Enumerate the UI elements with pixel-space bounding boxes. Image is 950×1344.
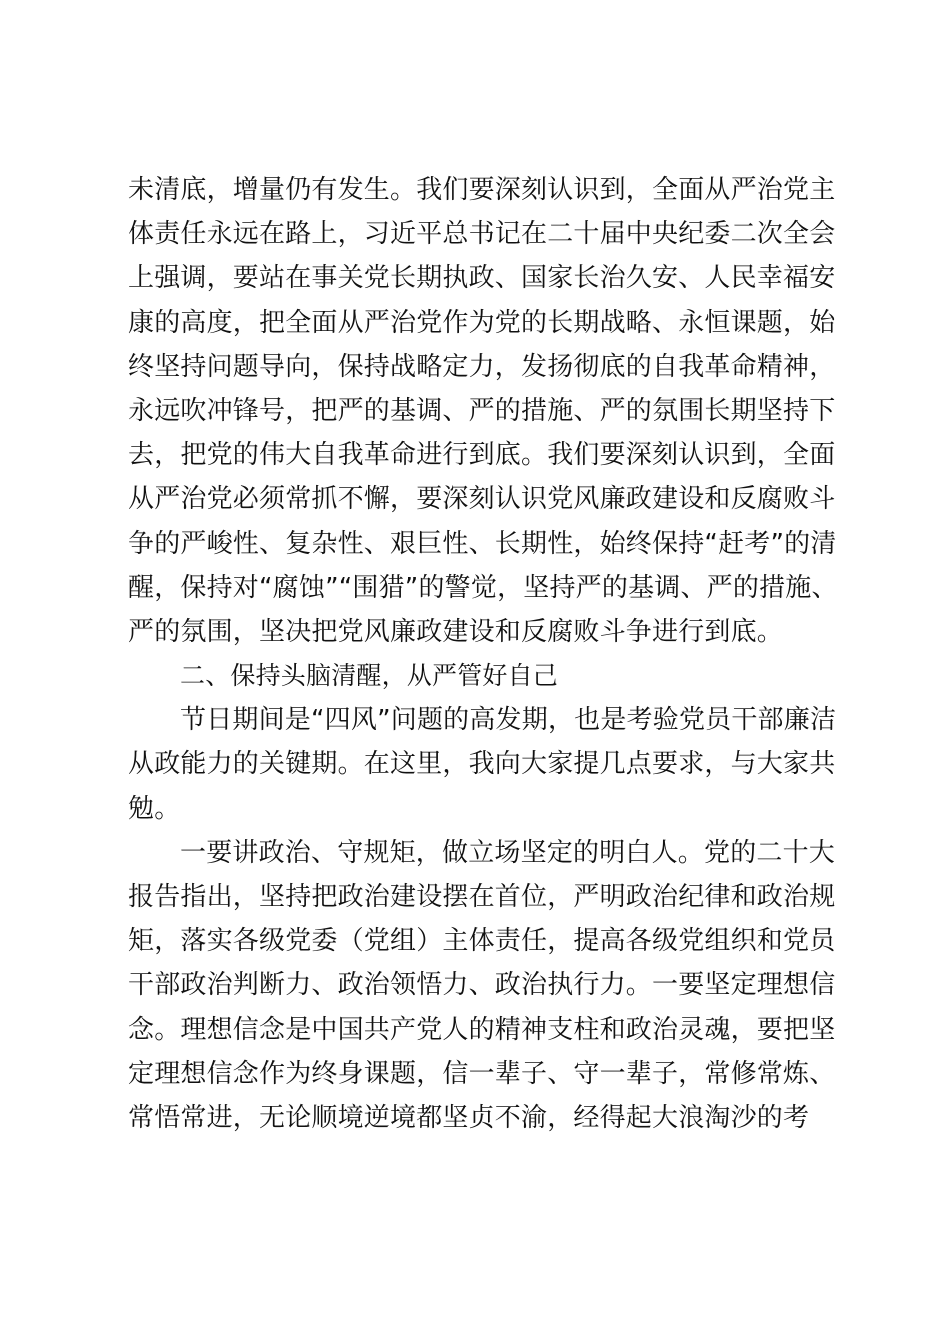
text-line: 定理想信念作为终身课题，信一辈子、守一辈子，常修常炼、 [128,1058,836,1089]
text-line: 醒，保持对“腐蚀”“围猎”的警觉，坚持严的基调、严的措施、 [128,572,838,603]
paragraph-1 [128,168,838,654]
text-line: 报告指出，坚持把政治建设摆在首位，严明政治纪律和政治规 [128,882,836,912]
text-line: 干部政治判断力、政治领悟力、政治执行力。一要坚定理想信 [128,970,836,1001]
section-heading: 二、保持头脑清醒，从严管好自己 [180,661,559,691]
text-line: 严的氛围，坚决把党风廉政建设和反腐败斗争进行到底。 [128,616,784,647]
text-line: 争的严峻性、复杂性、艰巨性、长期性，始终保持“赶考”的清 [128,528,837,559]
text-line: 从严治党必须常抓不懈，要深刻认识党风廉政建设和反腐败斗 [128,484,836,515]
text-line: 体责任永远在路上，习近平总书记在二十届中央纪委二次全会 [128,219,836,250]
text-line: 去，把党的伟大自我革命进行到底。我们要深刻认识到，全面 [128,440,836,471]
text-line: 永远吹冲锋号，把严的基调、严的措施、严的氛围长期坚持下 [128,395,836,426]
text-line: 勉。 [128,793,181,824]
text-line: 终坚持问题导向，保持战略定力，发扬彻底的自我革命精神， [128,351,836,382]
text-line: 从政能力的关键期。在这里，我向大家提几点要求，与大家共 [128,749,836,780]
document-body [128,168,838,1140]
text-line: 上强调，要站在事关党长期执政、国家长治久安、人民幸福安 [128,263,836,294]
text-line: 常悟常进，无论顺境逆境都坚贞不渝，经得起大浪淘沙的考 [128,1102,810,1133]
text-line: 一要讲政治、守规矩，做立场坚定的明白人。党的二十大 [180,837,836,868]
text-line: 未清底，增量仍有发生。我们要深刻认识到，全面从严治党主 [128,175,836,205]
text-line: 念。理想信念是中国共产党人的精神支柱和政治灵魂，要把坚 [128,1014,836,1045]
paragraph-3 [128,831,836,1140]
text-line: 矩，落实各级党委（党组）主体责任，提高各级党组织和党员 [128,926,836,957]
paragraph-2 [128,698,837,831]
text-line: 节日期间是“四风”问题的高发期，也是考验党员干部廉洁 [180,705,837,736]
text-line: 康的高度，把全面从严治党作为党的长期战略、永恒课题，始 [128,307,836,338]
